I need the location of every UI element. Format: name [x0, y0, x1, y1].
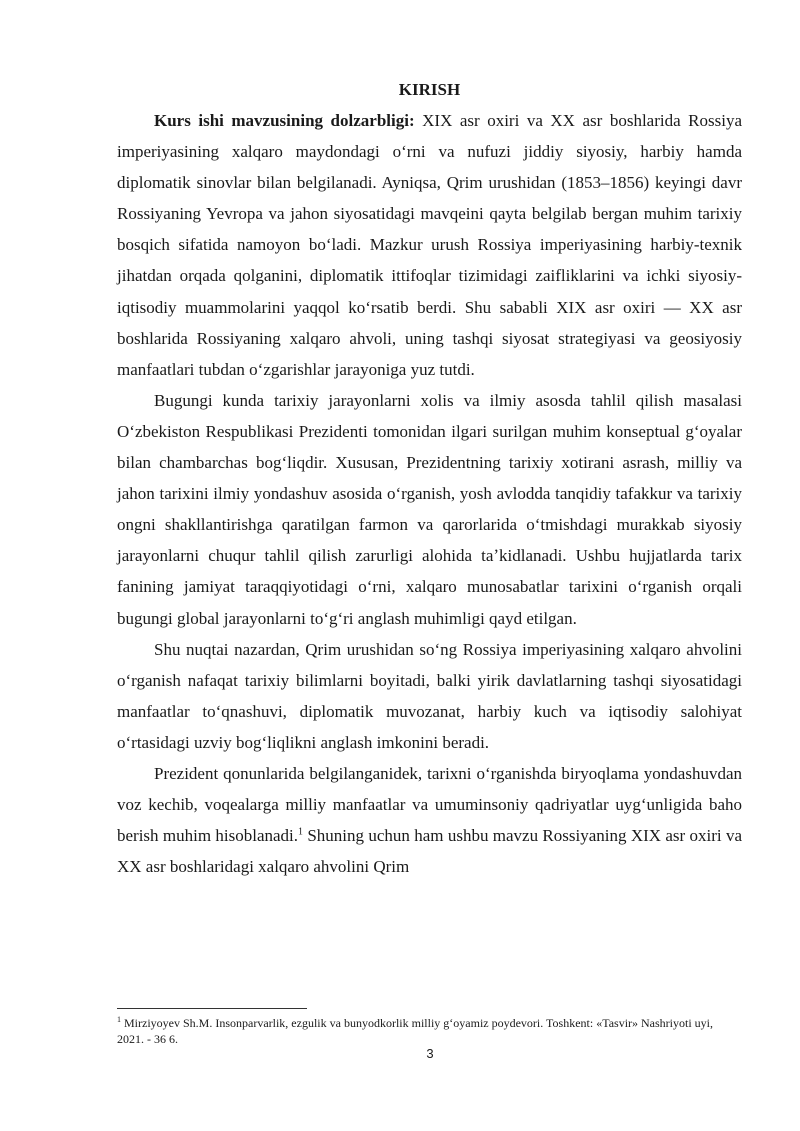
paragraph-text: XIX asr oxiri va XX asr boshlarida Rossiya imperiyasining xalqaro maydondagi oʻrni va nufuzi jiddiy siyosiy, harbiy hamda diplomatik sinovlar bilan belgilanadi. Ayniqsa, Qrim urushidan (1853–1856) keyingi davr Rossiyaning Yevropa va jahon siyosatidagi mavqeini qayta belgilab bergan muhim tarixiy bosqich sifatida namoyon boʻladi. Mazkur urush Rossiya imperiyasining harbiy-texnik jihatdan orqada qolganini, diplomatik ittifoqlar tizimidagi zaifliklarini va ichki siyosiy-iqtisodiy muammolarini yaqqol koʻrsatib berdi. Shu sababli XIX asr oxiri — XX asr boshlarida Rossiyaning xalqaro ahvoli, uning tashqi siyosat strategiyasi va geosiyosiy manfaatlari tubdan oʻzgarishlar jarayoniga yuz tutdi.: [117, 111, 742, 379]
footnote-divider: [117, 1008, 307, 1009]
paragraph-text: Prezident qonunlarida belgilanganidek, tarixni oʻrganishda biryoqlama yondashuvdan voz kechib, voqealarga milliy manfaatlar va umuminsoniy qadriyatlar uygʻunligida baho berish muhim hisoblanadi.: [117, 763, 742, 846]
paragraph-2: Bugungi kunda tarixiy jarayonlarni xolis va ilmiy asosda tahlil qilish masalasi Oʻzbekiston Respublikasi Prezidenti tomonidan ilgari surilgan muhim konseptual gʻoyalar bilan chambarchas bogʻliqdir. Xususan, Prezidentning tarixiy xotirani asrash, milliy va jahon tarixini ilmiy yondashuv asosida oʻrganish, yosh avlodda tanqidiy tafakkur va tarixiy ongni shakllantirishga qaratilgan farmon va qarorlarida oʻtmishdagi murakkab siyosiy jarayonlarni chuqur tahlil qilish zarurligi alohida taʼkidlanadi. Ushbu hujjatlarda tarix fanining jamiyat taraqqiyotidagi oʻrni, xalqaro munosabatlar tarixini oʻrganish orqali bugungi global jarayonlarni toʻgʻri anglash muhimligi qayd etilgan.: [117, 390, 742, 628]
page-title: KIRISH: [398, 80, 461, 99]
page-body: [117, 74, 742, 882]
paragraph-text: Shuning uchun ham ushbu mavzu Rossiyaning XIX asr oxiri va XX asr boshlaridagi xalqaro ahvolini Qrim: [117, 826, 742, 877]
page-number: 3: [426, 1046, 434, 1061]
footnote-text: Mirziyoyev Sh.M. Insonparvarlik, ezgulik va bunyodkorlik milliy gʻoyamiz poydevori. Toshkent: «Tasvir» Nashriyoti uyi, 2021. - 36 6.: [117, 1016, 714, 1046]
paragraph-4: [117, 758, 742, 882]
paragraph-3: Shu nuqtai nazardan, Qrim urushidan soʻng Rossiya imperiyasining xalqaro ahvolini oʻrganish nafaqat tarixiy bilimlarni boyitadi, balki yirik davlatlarning tashqi siyosatidagi manfaatlar toʻqnashuvi, diplomatik muvozanat, harbiy kuch va iqtisodiy salohiyat oʻrtasidagi uzviy bogʻliqlikni anglash imkonini beradi.: [117, 639, 742, 752]
footnote: [117, 1015, 742, 1047]
paragraph-lead: Kurs ishi mavzusining dolzarbligi:: [154, 111, 415, 130]
footnote-marker: 1: [117, 1015, 121, 1024]
footnote-reference[interactable]: 1: [298, 826, 304, 838]
paragraph-1: [117, 105, 742, 385]
